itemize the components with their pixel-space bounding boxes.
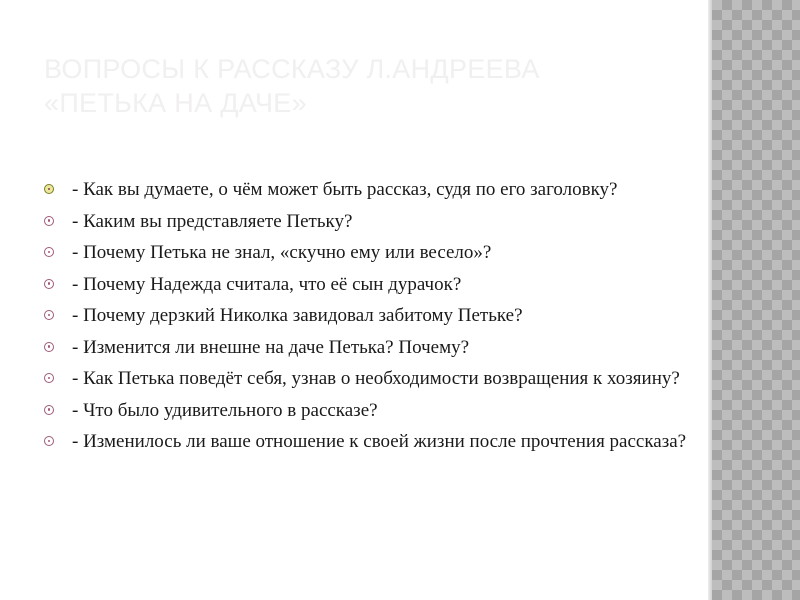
circle-bullet-icon	[44, 247, 54, 257]
question-text: - Изменилось ли ваше отношение к своей жизни после прочтения рассказа?	[72, 431, 687, 452]
circle-bullet-icon	[44, 436, 54, 446]
circle-bullet-icon	[44, 279, 54, 289]
question-text: - Почему дерзкий Николка завидовал забитому Петьке?	[72, 305, 523, 326]
question-item	[44, 241, 694, 264]
decorative-pattern-strip	[712, 0, 800, 600]
slide-title-line-2: «ПЕТЬКА НА ДАЧЕ»	[44, 88, 307, 118]
question-item	[44, 430, 694, 453]
circle-bullet-icon	[44, 216, 54, 226]
circle-bullet-icon	[44, 373, 54, 383]
question-text: - Почему Петька не знал, «скучно ему или весело»?	[72, 242, 492, 263]
slide-title-line-1: ВОПРОСЫ К РАССКАЗУ Л.АНДРЕЕВА	[44, 54, 540, 84]
question-item	[44, 273, 694, 296]
question-text: - Как вы думаете, о чём может быть рассказ, судя по его заголовку?	[72, 179, 618, 200]
question-item	[44, 399, 694, 422]
question-item	[44, 178, 694, 201]
question-text: - Почему Надежда считала, что её сын дурачок?	[72, 273, 462, 295]
question-item	[44, 304, 694, 327]
question-list	[44, 178, 694, 462]
circle-bullet-icon	[44, 405, 54, 415]
circle-bullet-icon	[44, 342, 54, 352]
question-text: - Изменится ли внешне на даче Петька? Почему?	[72, 336, 470, 358]
question-item	[44, 367, 694, 390]
question-text: - Что было удивительного в рассказе?	[72, 399, 378, 421]
circle-bullet-icon	[44, 184, 54, 194]
circle-bullet-icon	[44, 310, 54, 320]
slide-title	[44, 52, 684, 120]
question-text: - Как Петька поведёт себя, узнав о необходимости возвращения к хозяину?	[72, 368, 680, 389]
question-item	[44, 336, 694, 359]
question-item	[44, 210, 694, 233]
question-text: - Каким вы представляете Петьку?	[72, 210, 353, 232]
